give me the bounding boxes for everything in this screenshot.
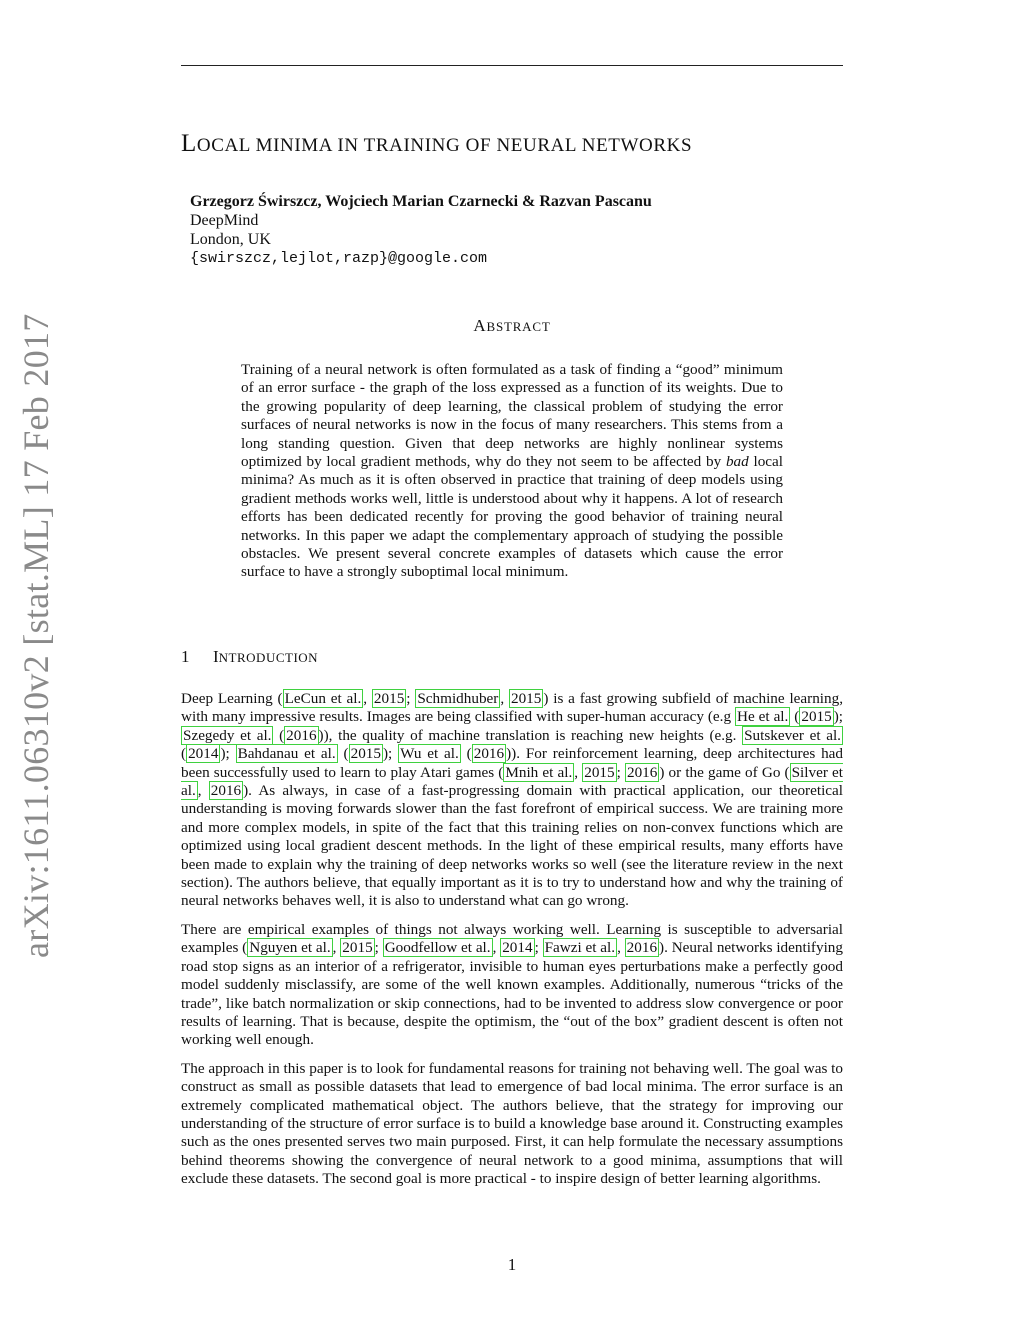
citation-link[interactable]: Fawzi et al. [544, 939, 616, 957]
paragraph-text: , [197, 782, 209, 800]
citation-link[interactable]: 2014 [502, 939, 533, 957]
paragraph-text: , [492, 939, 501, 957]
citation-link[interactable]: 2015 [342, 939, 373, 957]
paragraph-text: ). Neural networks identifying road stop signs as an interior of a refrigerator, invisible to human eyes perturbations make a perfectly good model suddenly misclassify, are some of the well known examples. Additionally, numerous “tricks of the trade”, like batch normalization or skip connections, had to be invented to address slow convergence or poor results of learning. That is because, despite the optimism, the “out of the box” gradient descent is often not working well enough. [181, 939, 843, 1049]
citation-link[interactable]: Silver et al. [181, 763, 843, 800]
paragraph-text: ); [833, 708, 843, 726]
citation-link[interactable]: 2016 [286, 726, 317, 744]
paragraph-text: There are empirical examples of things not always working well. Learning is susceptible to adversarial examples ( [181, 920, 843, 957]
abstract-heading-initial: A [473, 316, 487, 335]
abstract-heading [0, 316, 1024, 336]
citation-link[interactable]: Mnih et al. [505, 763, 573, 781]
intro-paragraph-2 [181, 921, 843, 1050]
citation-link[interactable]: Wu et al. [400, 745, 459, 763]
paragraph-text: ( [181, 745, 187, 763]
citation-link[interactable]: Bahdanau et al. [237, 745, 336, 763]
section-heading-introduction [181, 647, 318, 667]
citation-link[interactable]: Schmidhuber [417, 690, 499, 707]
paragraph-text: ). As always, in case of a fast-progressing domain with practical application, our theoretical understanding is moving forwards slower than the fast forefront of empirical success. We are training more and more complex models, in spite of the fact that this training relies on non-convex functions which are optimized using local gradient descent methods. In the light of these empirical results, many efforts have been made to explain why the training of deep networks works so well (see the literature review in the next section). The authors believe, that equally important as it is to try to understand how and why the training of neural networks behaves well, it is also to understand what can go wrong. [181, 782, 843, 910]
citation-link[interactable]: 2016 [210, 782, 242, 800]
citation-link[interactable]: 2015 [801, 708, 832, 726]
location: London, UK [190, 231, 271, 248]
author-names: Grzegorz Świrszcz, Wojciech Marian Czarnecki & Razvan Pascanu [190, 193, 652, 210]
paragraph-text: , [617, 939, 625, 957]
citation-link[interactable]: 2016 [473, 745, 505, 763]
section-number: 1 [181, 647, 190, 666]
paragraph-text: ) or the game of Go ( [659, 763, 790, 781]
paragraph-text: ); [382, 745, 399, 763]
citation-link[interactable]: 2014 [188, 745, 219, 763]
abstract-heading-rest: BSTRACT [486, 319, 551, 334]
abstract-part-1: Training of a neural network is often formulated as a task of finding a “good” minimum of an error surface - the graph of the loss expressed as a function of its weights. Due to the growing popularity of deep learning, the classical problem of studying the error surfaces of neural networks is now in the focus of many researchers. This stems from a long standing question. Given that deep networks are highly nonlinear systems optimized by local gradient methods, why do they not seem to be affected by [241, 361, 783, 471]
paragraph-text: ; [374, 939, 383, 957]
page-number: 1 [507, 1255, 517, 1274]
paragraph-text: ) is a fast growing subfield of machine learning, with many impressive results. Images are being classified with super-human accuracy (e.g [181, 690, 844, 726]
paragraph-text: ( [273, 726, 285, 744]
paragraph-text: , [363, 690, 372, 707]
author-email[interactable]: {swirszcz,lejlot,razp}@google.com [190, 250, 488, 267]
section-initial: I [213, 647, 219, 666]
paragraph-text: ; [534, 939, 543, 957]
paragraph-text: )), the quality of machine translation is reaching new heights (e.g. [318, 726, 743, 744]
citation-link[interactable]: He et al. [737, 708, 789, 726]
citation-link[interactable]: 2015 [373, 690, 405, 707]
paragraph-text: ); [220, 745, 236, 763]
paragraph-text: ( [337, 745, 349, 763]
section-title-rest: NTRODUCTION [218, 650, 319, 665]
paragraph-text: , [574, 763, 583, 781]
abstract-text [241, 361, 783, 582]
abstract-emphasis: bad [725, 453, 749, 471]
paragraph-text: ( [460, 745, 472, 763]
paragraph-text: ( [790, 708, 800, 726]
paragraph-text: ; [616, 763, 625, 781]
paper-title [181, 130, 881, 158]
top-rule [181, 65, 843, 66]
abstract-part-2: local minima? As much as it is often observed in practice that training of deep models using gradient methods works well, little is understood about why it happens. A lot of research efforts has been dedicated recently for proving the good behavior of training neural networks. In this paper we adapt the complementary approach of studying the possible obstacles. We present several concrete examples of datasets which cause the error surface to have a strongly suboptimal local minimum. [241, 453, 783, 581]
intro-paragraph-3: The approach in this paper is to look for fundamental reasons for training not behaving well. The goal was to construct as small as possible datasets that lead to emergence of bad local minima. The error surface is an extremely complicated mathematical object. The authors believe, that the strategy for improving our understanding of the structure of error surface is to build a knowledge base around it. Constructing examples such as the ones presented serves two main purposed. First, it can help formulate the necessary assumptions behind theorems showing the convergence of neural network to a good minima, assumptions that will exclude these datasets. The second goal is more practical - to inspire design of better learning algorithms. [181, 1059, 843, 1188]
citation-link[interactable]: Szegedy et al. [183, 726, 272, 744]
intro-paragraph-1 [181, 690, 843, 911]
citation-link[interactable]: Nguyen et al. [249, 939, 331, 957]
paragraph-text: )). For reinforcement learning, deep architectures had been successfully used to learn to play Atari games ( [181, 745, 844, 781]
title-initial: L [181, 130, 197, 157]
citation-link[interactable]: 2015 [584, 763, 615, 781]
affiliation: DeepMind [190, 212, 259, 229]
author-block [190, 192, 652, 268]
citation-link[interactable]: LeCun et al. [284, 690, 362, 707]
paragraph-text: , [500, 690, 509, 707]
citation-link[interactable]: 2016 [626, 939, 658, 957]
citation-link[interactable]: 2015 [510, 690, 542, 707]
paragraph-text: Deep Learning ( [181, 690, 283, 707]
title-rest: OCAL MINIMA IN TRAINING OF NEURAL NETWORKS [196, 135, 693, 156]
citation-link[interactable]: 2015 [350, 745, 381, 763]
citation-link[interactable]: Sutskever et al. [744, 726, 841, 744]
citation-link[interactable]: 2016 [626, 763, 658, 781]
citation-link[interactable]: Goodfellow et al. [384, 939, 491, 957]
paragraph-text: ; [406, 690, 416, 707]
introduction-body [181, 690, 843, 1199]
arxiv-identifier: arXiv:1611.06310v2 [stat.ML] 17 Feb 2017 [16, 313, 56, 958]
paragraph-text: , [332, 939, 341, 957]
